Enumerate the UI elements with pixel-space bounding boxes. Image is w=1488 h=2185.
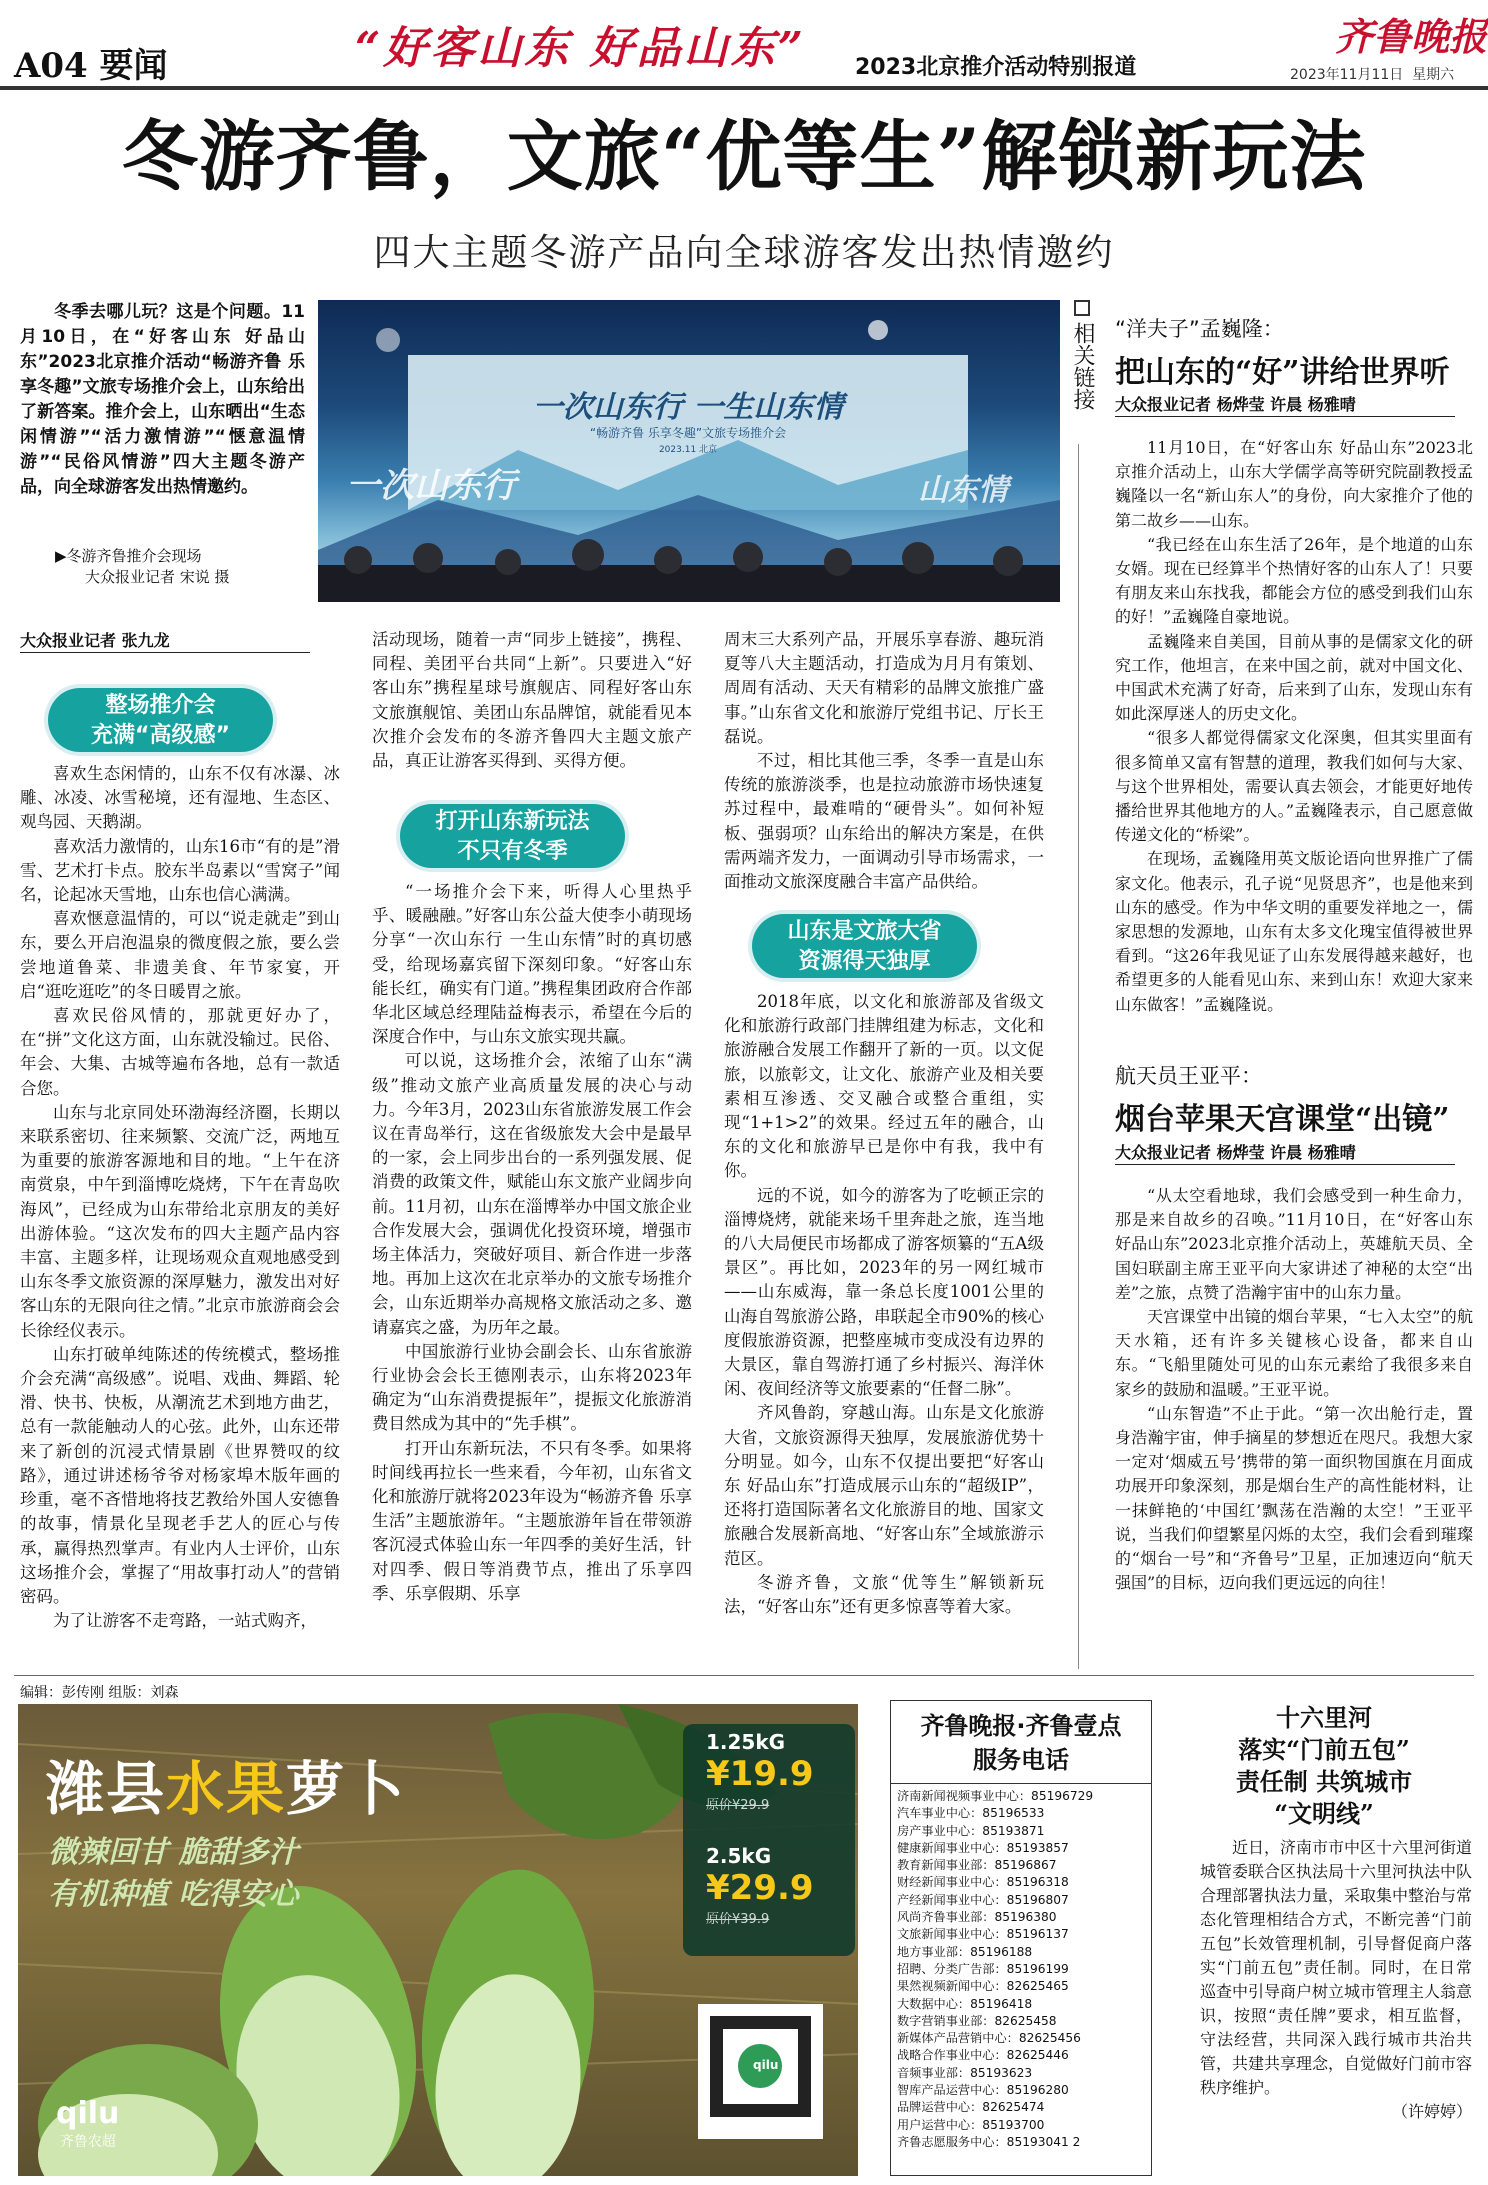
related-a1-byline: 大众报业记者 杨烨莹 许晨 杨雅晴 <box>1115 395 1356 414</box>
service-line: 用户运营中心：85193700 <box>897 2117 1045 2132</box>
col2-para: 中国旅游行业协会副会长、山东省旅游行业协会会长王德刚表示，山东将2023年确定为“山东消费提振年”，提振文化旅游消费目然成为其中的“先手棋”。 <box>372 1341 692 1434</box>
qr-label: qilu <box>753 2058 779 2072</box>
p1-weight: 1.25kG <box>706 1730 786 1754</box>
col1-para: 为了让游客不走弯路，一站式购齐， <box>53 1611 317 1631</box>
ad-title <box>46 1742 406 1826</box>
caption-line2: 大众报业记者 宋说 摄 <box>85 568 230 586</box>
service-line: 汽车事业中心：85196533 <box>897 1806 1045 1821</box>
issue-date <box>1290 64 1454 84</box>
related-divider <box>1078 444 1079 1669</box>
ad-title-b: 水果 <box>166 1755 287 1823</box>
newspaper-logo: 齐鲁晚报 <box>1335 14 1488 59</box>
service-line: 智库产品运营中心：85196280 <box>897 2083 1069 2098</box>
related-box-icon <box>1074 300 1090 316</box>
service-line: 产经新闻事业中心：85196807 <box>897 1892 1069 1907</box>
headline: 冬游齐鲁，文旅“优等生”解锁新玩法 <box>121 112 1367 201</box>
related-a2-byline: 大众报业记者 杨烨莹 许晨 杨雅晴 <box>1115 1143 1356 1162</box>
a2-byline-rule <box>1115 1164 1455 1165</box>
a2-para: “从太空看地球，我们会感受到一种生命力，那是来自故乡的召唤。”11月10日，在“好客山东 好品山东”2023北京推介活动上，英雄航天员、全国妇联副主席王亚平向大家讲述了神秘的太空“出差”之旅，点赞了浩瀚宇宙中的山东力量。 <box>1115 1186 1473 1302</box>
service-line: 济南新闻视频事业中心：85196729 <box>897 1789 1094 1803</box>
a1-para: “我已经在山东生活了26年，是个地道的山东女婿。现在已经算半个热情好客的山东人了！只要有朋友来山东找我，都能会方位的感受到我们山东的好！”孟巍隆自豪地说。 <box>1115 534 1473 627</box>
stage-banner-sub: “畅游齐鲁 乐享冬趣”文旅专场推介会 <box>589 426 787 440</box>
column-2-bottom <box>372 880 692 1668</box>
service-line: 新媒体产品营销中心：82625456 <box>897 2031 1081 2046</box>
p2-weight: 2.5kG <box>706 1844 772 1868</box>
service-line: 音频事业部：85193623 <box>897 2065 1033 2080</box>
a1-byline-rule <box>1115 416 1455 417</box>
header-rule <box>0 86 1488 90</box>
header-slogan: “好客山东 好品山东” <box>355 23 806 74</box>
service-line: 数字营销事业部：82625458 <box>897 2013 1057 2028</box>
service-list <box>891 1788 1151 2151</box>
ad-tagline-2: 有机种植 吃得安心 <box>48 1877 299 1912</box>
column-3-top <box>724 628 1044 904</box>
subhead-3 <box>752 914 977 978</box>
stage-banner-main: 一次山东行 一生山东情 <box>532 390 844 425</box>
related-a1-kicker: “洋夫子”孟巍隆： <box>1115 317 1284 341</box>
ad-price-1 <box>706 1730 846 1813</box>
service-line: 战略合作事业中心：82625446 <box>897 2048 1069 2063</box>
section-name: 要闻 <box>99 46 168 86</box>
col2-para: “一场推介会下来，听得人心里热乎乎、暖融融。”好客山东公益大使李小萌现场分享“一次山东行 一生山东情”时的真切感受，给现场嘉宾留下深刻印象。“好客山东能长红，确实有门道。”携程集团政府合作部华北区域总经理陆益梅表示，希望在今后的深度合作中，与山东文旅实现共赢。 <box>372 882 692 1047</box>
brand-logo: qilu <box>56 2096 120 2131</box>
brief-body <box>1200 1836 1472 2176</box>
col1-para: 喜欢活力激情的，山东16市“有的是”滑雪、艺术打卡点。胶东半岛素以“雪窝子”闻名，论起冰天雪地，山东也信心满满。 <box>20 836 340 905</box>
subhead-2-line1: 打开山东新玩法 <box>435 809 590 834</box>
col2-para: 活动现场，随着一声“同步上链接”，携程、同程、美团平台共同“上新”。只要进入“好客山东”携程星球号旗舰店、同程好客山东文旅旗舰馆、美团山东品牌馆，就能看见本次推介会发布的冬游齐鲁四大主题文旅产品，真正让游客买得到、买得方便。 <box>372 630 692 771</box>
date-text: 2023年11月11日 <box>1290 67 1404 83</box>
related-label-text: 相关链接 <box>1070 322 1095 410</box>
related-a2-kicker: 航天员王亚平： <box>1115 1064 1262 1088</box>
ad-title-a: 潍县 <box>46 1755 167 1823</box>
p1-price: ¥19.9 <box>706 1754 814 1794</box>
brief-title <box>1176 1702 1472 1830</box>
subhead-1-line2: 充满“高级感” <box>91 723 230 748</box>
caption-line1: ▶冬游齐鲁推介会现场 <box>55 547 202 565</box>
p2-orig: 原价¥39.9 <box>706 1912 770 1927</box>
p2-price: ¥29.9 <box>706 1868 814 1908</box>
service-line: 招聘、分类广告部：85196199 <box>897 1961 1069 1976</box>
event-photo <box>318 300 1060 602</box>
col1-para: 喜欢生态闲情的，山东不仅有冰瀑、冰雕、冰凌、冰雪秘境，还有湿地、生态区、观鸟园、天鹅湖。 <box>20 764 340 832</box>
service-line: 文旅新闻事业中心：85196137 <box>897 1927 1069 1942</box>
subheadline: 四大主题冬游产品向全球游客发出热情邀约 <box>373 231 1115 274</box>
stage-banner-date: 2023.11 北京 <box>658 445 718 455</box>
radish-ad <box>18 1704 858 2176</box>
weekday-text: 星期六 <box>1412 67 1455 83</box>
subhead-3-line1: 山东是文旅大省 <box>787 919 942 944</box>
service-box <box>890 1700 1152 2176</box>
service-line: 房产事业中心：85193871 <box>897 1823 1045 1838</box>
byline-rule <box>20 652 310 653</box>
a1-para: 孟巍隆来自美国，目前从事的是儒家文化的研究工作，他坦言，在来中国之前，就对中国文化、中国武术充满了好奇，后来到了山东，发现山东有如此深厚迷人的历史文化。 <box>1115 631 1473 724</box>
brief-title-3: 责任制 共筑城市 <box>1235 1767 1413 1796</box>
column-2-top <box>372 628 692 788</box>
a1-para: 11月10日，在“好客山东 好品山东”2023北京推介活动上，山东大学儒学高等研究院副教授孟巍隆以一名“新山东人”的身份，向大家推介了他的第二故乡——山东。 <box>1115 438 1473 530</box>
col3-para: 齐风鲁韵，穿越山海。山东是文化旅游大省，文旅资源得天独厚，发展旅游优势十分明显。如今，山东不仅提出要把“好客山东 好品山东”打造成展示山东的“超级IP”，还将打造国际著名文化旅游目的地、国家文旅融合发展新高地、“好客山东”全域旅游示范区。 <box>724 1403 1044 1568</box>
ad-title-c: 萝卜 <box>286 1755 407 1823</box>
column-3-bottom <box>724 990 1044 1668</box>
related-a2-title: 烟台苹果天宫课堂“出镜” <box>1115 1102 1450 1137</box>
col1-para: 山东与北京同处环渤海经济圈，长期以来联系密切、往来频繁、交流广泛，两地互为重要的旅游客源地和目的地。“上午在济南赏泉，中午到淄博吃烧烤，下午在青岛吹海风”，已经成为山东带给北京朋友的美好出游体验。“这次发布的四大主题产品内容丰富、主题多样，让现场观众直观地感受到山东冬季文旅资源的深厚魅力，激发出对好客山东的无限向往之情。”北京市旅游商会会长徐经仪表示。 <box>20 1102 340 1340</box>
service-line: 品牌运营中心：82625474 <box>897 2100 1045 2115</box>
service-title-1: 齐鲁晚报·齐鲁壹点 <box>920 1712 1122 1740</box>
col2-para: 打开山东新玩法，不只有冬季。如果将时间线再拉长一些来看，今年初，山东省文化和旅游厅就将2023年设为“畅游齐鲁 乐享生活”主题旅游年。“主题旅游年旨在带领游客沉浸式体验山东一年四季的美好生活，针对四季、假日等消费节点，推出了乐享四季、乐享假期、乐享 <box>372 1438 692 1603</box>
photo-caption <box>55 546 230 588</box>
brand-sub: 齐鲁农超 <box>59 2134 116 2150</box>
col1-para: 喜欢惬意温情的，可以“说走就走”到山东，要么开启泡温泉的微度假之旅，要么尝尝地道鲁菜、非遗美食、年节家宴，开启“逛吃逛吃”的冬日暖胃之旅。 <box>20 909 340 1001</box>
page-number <box>14 38 168 87</box>
service-line: 齐鲁志愿服务中心：85193041 2 <box>897 2134 1081 2149</box>
col3-para: 周末三大系列产品，开展乐享春游、趣玩消夏等八大主题活动，打造成为月月有策划、周周有活动、天天有精彩的品牌文旅推广盛事。”山东省文化和旅游厅党组书记、厅长王磊说。 <box>724 630 1044 746</box>
brief-author: （许婷婷） <box>1391 2102 1472 2121</box>
related-label <box>1068 300 1096 410</box>
brief-title-4: “文明线” <box>1274 1799 1374 1828</box>
related-a2-body <box>1115 1184 1473 1670</box>
brief-title-2: 落实“门前五包” <box>1238 1735 1410 1764</box>
subhead-3-line2: 资源得天独厚 <box>798 949 931 974</box>
related-a1-title: 把山东的“好”讲给世界听 <box>1115 355 1450 390</box>
related-a1-body <box>1115 436 1473 1036</box>
subhead-2 <box>400 804 625 868</box>
service-line: 果然视频新闻中心：82625465 <box>897 1979 1069 1994</box>
col3-para: 不过，相比其他三季，冬季一直是山东传统的旅游淡季，也是拉动旅游市场快速复苏过程中，最难啃的“硬骨头”。如何补短板、强弱项？山东给出的解决方案是，在供需两端齐发力，一面调动引导市场需求，一面推动文旅深度融合丰富产品供给。 <box>724 751 1044 892</box>
col1-para: 山东打破单纯陈述的传统模式，整场推介会充满“高级感”。说唱、戏曲、舞蹈、轮滑、快书、快板，从潮流艺术到地方曲艺，总有一款能触动人的心弦。此外，山东还带来了新创的沉浸式情景剧《世界赞叹的纹路》，通过讲述杨爷爷对杨家埠木版年画的珍重，毫不吝惜地将技艺教给外国人安德鲁的故事，情景化呈现老手艺人的匠心与传承，赢得热烈掌声。有业内人士评价，山东这场推介会，掌握了“用故事打动人”的营销密码。 <box>20 1344 340 1606</box>
brief-text: 近日，济南市市中区十六里河街道城管委联合区执法局十六里河执法中队合理部署执法力量，采取集中整治与常态化管理相结合方式，不断完善“门前五包”长效管理机制，引导督促商户落实“门前五包”责任制。同时，在日常巡查中引导商户树立城市管理主人翁意识，按照“责任牌”要求，相互监督，守法经营，共同深入践行城市共治共管，共建共享理念，自觉做好门前市容秩序维护。 <box>1200 1838 1472 2097</box>
service-line: 教育新闻事业部：85196867 <box>897 1858 1057 1873</box>
brief-title-1: 十六里河 <box>1276 1703 1372 1732</box>
a2-para: “山东智造”不止于此。“第一次出舱行走，置身浩瀚宇宙，伸手摘星的梦想近在咫尺。我想大家一定对‘烟威五号’携带的第一面织物国旗在月面成功展开印象深刻，那是烟台生产的高性能材料，让一抹鲜艳的‘中国红’飘荡在浩瀚的太空！”王亚平说，当我们仰望繁星闪烁的太空，我们会看到璀璨的“烟台一号”和“齐鲁号”卫星，正加速迈向“航天强国”的目标，迈向我们更远远的向往！ <box>1115 1403 1473 1593</box>
subhead-1-line1: 整场推介会 <box>105 693 216 718</box>
service-line: 财经新闻事业中心：85196318 <box>897 1875 1069 1890</box>
editor-credits: 编辑：彭传刚 组版：刘森 <box>20 1685 179 1701</box>
service-line: 健康新闻事业中心：85193857 <box>897 1840 1069 1855</box>
service-title-2: 服务电话 <box>973 1746 1069 1774</box>
a2-para: 天宫课堂中出镜的烟台苹果，“七入太空”的航天水箱，还有许多关键核心设备，都来自山东。“飞船里随处可见的山东元素给了我很多来自家乡的鼓励和温暖。”王亚平说。 <box>1115 1307 1473 1399</box>
service-line: 风尚齐鲁事业部：85196380 <box>897 1910 1057 1925</box>
column-1 <box>20 762 340 1668</box>
service-title <box>891 1701 1151 1777</box>
byline: 大众报业记者 张九龙 <box>20 631 170 650</box>
page-no: A04 <box>14 46 88 86</box>
caption-text1: 冬游齐鲁推介会现场 <box>66 547 202 565</box>
a1-para: “很多人都觉得儒家文化深奥，但其实里面有很多简单又富有智慧的道理，教我们如何与大家、与这个世界相处，需要认真去领会，才能更好地传播给世界其他地方的人。”孟巍隆表示，自己愿意做传递文化的“桥梁”。 <box>1115 728 1473 845</box>
ad-price-2 <box>706 1844 846 1927</box>
col3-para: 冬游齐鲁，文旅“优等生”解锁新玩法，“好客山东”还有更多惊喜等着大家。 <box>724 1572 1044 1617</box>
lead-paragraph <box>20 300 305 500</box>
service-line: 地方事业部：85196188 <box>897 1944 1033 1959</box>
footer-rule <box>14 1675 1474 1676</box>
col1-para: 喜欢民俗风情的，那就更好办了，在“拼”文化这方面，山东就没输过。民俗、年会、大集、古城等遍布各地，总有一款适合您。 <box>20 1006 340 1098</box>
lead-text: 冬季去哪儿玩？这是个问题。11月10日，在“好客山东 好品山东”2023北京推介活动“畅游齐鲁 乐享冬趣”文旅专场推介会上，山东给出了新答案。推介会上，山东晒出“生态闲情游”“活力激情游”“惬意温情游”“民俗风情游”四大主题冬游产品，向全球游客发出热情邀约。 <box>20 302 305 497</box>
screen-right-text: 山东情 <box>918 473 1008 508</box>
service-title-rule <box>891 1783 1151 1784</box>
col3-para: 2018年底，以文化和旅游部及省级文化和旅游行政部门挂牌组建为标志，文化和旅游融合发展工作翻开了新的一页。以文促旅，以旅彰文，让文化、旅游产业及相关要素相互渗透、交叉融合或整合重组，实现“1+1>2”的效果。经过五年的融合，山东的文化和旅游早已是你中有我，我中有你。 <box>724 992 1044 1181</box>
ad-tagline-1: 微辣回甘 脆甜多汁 <box>48 1835 299 1870</box>
col3-para: 远的不说，如今的游客为了吃顿正宗的淄博烧烤，就能来场千里奔赴之旅，连当地的八大局便民市场都成了游客烦纂的“五A级景区”。再比如，2023年的另一网红城市——山东威海，靠一条总长度1001公里的山海自驾旅游公路，串联起全市90%的核心度假旅游资源，把整座城市变成没有边界的大景区，靠自驾游打通了乡村振兴、海洋休闲、夜间经济等文旅要素的“任督二脉”。 <box>724 1185 1044 1399</box>
p1-orig: 原价¥29.9 <box>706 1798 770 1813</box>
ad-brand <box>56 2096 119 2151</box>
col2-para: 可以说，这场推介会，浓缩了山东“满级”推动文旅产业高质量发展的决心与动力。今年3月，2023山东省旅游发展工作会议在青岛举行，这在省级旅发大会中是最早的一家，会上同步出台的一系列强发展、促消费的政策文件，赋能山东文旅产业阔步向前。11月初，山东在淄博举办中国文旅企业合作发展大会，强调优化投资环境，增强市场主体活力，突破好项目、新合作进一步落地。再加上这次在北京举办的文旅专场推介会，山东近期举办高规格文旅活动之多、邀请嘉宾之盛，为历年之最。 <box>372 1051 692 1337</box>
a1-para: 在现场，孟巍隆用英文版论语向世界推广了儒家文化。他表示，孔子说“见贤思齐”，也是他来到山东的感受。作为中华文明的重要发祥地之一，儒家思想的发源地，山东有太多文化瑰宝值得被世界看到。“这26年我见证了山东发展得越来越好，也希望更多的人能看见山东、来到山东！欢迎大家来山东做客！”孟巍隆说。 <box>1115 849 1473 1014</box>
subhead-1 <box>48 688 273 752</box>
subhead-2-line2: 不只有冬季 <box>457 839 568 864</box>
service-line: 大数据中心：85196418 <box>897 1996 1033 2011</box>
header-special: 2023北京推介活动特别报道 <box>855 55 1137 80</box>
screen-left-text: 一次山东行 <box>346 466 516 506</box>
